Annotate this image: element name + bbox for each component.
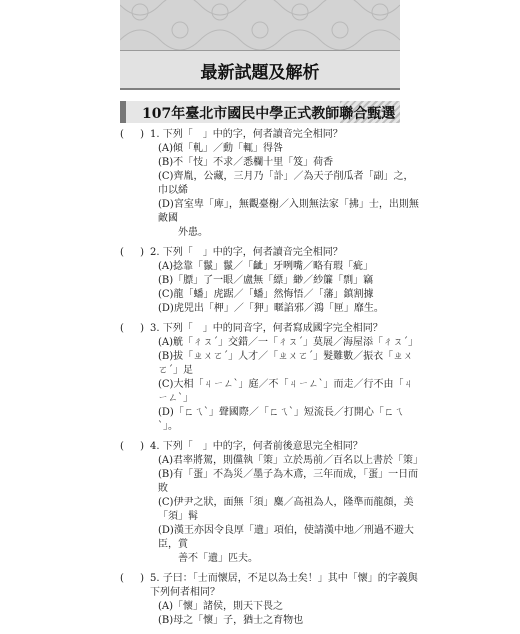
question-body (150, 440, 424, 566)
question-list (120, 128, 424, 634)
option-line: (A)「懷」諸侯，則天下畏之 (158, 601, 284, 612)
paren-close: ) (140, 247, 144, 258)
header-banner (120, 0, 400, 90)
option-line: (B)母之「懷」子，猶士之育物也 (158, 615, 304, 626)
option-line: (B)不「忮」不求／悉欄十里「笈」荷香 (158, 157, 334, 168)
option-line: 善不「遺」匹夫。 (158, 553, 258, 564)
paren-open: ( (120, 129, 124, 140)
option-line: (C)龍「蟠」虎踞／「蟠」然悔悟／「藩」鎮割據 (158, 289, 374, 300)
question-1 (120, 128, 420, 240)
option-line: (B)有「蛋」不為災／墨子為木鳶，三年而成，「蛋」一日而敗 (158, 469, 419, 494)
answer-paren[interactable] (120, 128, 144, 142)
option-line: (C)大相「ㄐㄧㄥˋ」庭／不「ㄐㄧㄥˋ」而走／行不由「ㄐㄧㄥˋ」 (158, 379, 414, 404)
option-line: (D)「ㄈㄟˋ」聲國際／「ㄈㄟˋ」短流長／打開心「ㄈㄟˋ」。 (158, 407, 404, 432)
question-text: 下列「 」中的字，何者讀音完全相同？ (162, 247, 343, 258)
question-number: 3. (150, 323, 160, 334)
paren-close: ) (140, 573, 144, 584)
question-body (150, 246, 420, 316)
decorative-pattern (120, 0, 400, 50)
option-line: (B)「膘」了一眼／盧無「縹」緲／紗簾「剽」竊 (158, 275, 374, 286)
page-title: 最新試題及解析 (200, 63, 320, 83)
question-text: 子曰：「士而懷居，不足以為士矣！」其中「懷」的字義與下列何者相同？ (150, 573, 418, 598)
question-stem (150, 246, 420, 260)
option-line: (D)虎兕出「柙」／「狎」暱諂邪／鴻「匣」靡生。 (158, 303, 384, 314)
option-line: (B)拔「ㄓㄨㄛˊ」人才／「ㄓㄨㄛˊ」髮難數／振衣「ㄓㄨㄛˊ」足 (158, 351, 414, 376)
paren-close: ) (140, 441, 144, 452)
paren-open: ( (120, 441, 124, 452)
question-stem (150, 440, 420, 454)
option-line: (A)傾「軋」／動「輒」得咎 (158, 143, 284, 154)
section-header (120, 101, 400, 123)
answer-paren[interactable] (120, 246, 144, 260)
question-stem (150, 322, 420, 336)
option-line: 外患。 (158, 227, 208, 238)
question-body (150, 572, 420, 628)
paren-close: ) (140, 129, 144, 140)
question-number: 5. (150, 573, 160, 584)
answer-paren[interactable] (120, 440, 144, 454)
question-stem (150, 572, 420, 600)
question-number: 4. (150, 441, 160, 452)
answer-paren[interactable] (120, 322, 144, 336)
question-stem (150, 128, 420, 142)
question-text: 下列「 」中的同音字，何者寫成國字完全相同？ (162, 323, 383, 334)
question-4 (120, 440, 424, 566)
option-line: (A)君率將駕，則儻執「策」立於馬前／百名以上書於「策」 (158, 455, 424, 466)
answer-paren[interactable] (120, 572, 144, 586)
paren-close: ) (140, 323, 144, 334)
question-3 (120, 322, 420, 434)
paren-open: ( (120, 573, 124, 584)
option-line: (D)宮室卑「庳」，無觀臺榭／入則無法家「拂」士，出則無敵國 (158, 199, 419, 224)
question-number: 1. (150, 129, 160, 140)
paren-open: ( (120, 323, 124, 334)
question-text: 下列「 」中的字，何者讀音完全相同？ (162, 129, 343, 140)
section-title: 107年臺北市國民中學正式教師聯合甄選 (142, 106, 396, 122)
question-number: 2. (150, 247, 160, 258)
option-line: (A)捻靠「鬣」鬣／「齜」牙咧嘴／略有瑕「疵」 (158, 261, 374, 272)
option-line: (C)齊胤，公藏，三月乃「訃」／為天子削瓜者「副」之，巾以絺 (158, 171, 414, 196)
question-text: 下列「 」中的字，何者前後意思完全相同？ (162, 441, 363, 452)
option-line: (A)觥「ㄔㄡˊ」交錯／一「ㄔㄡˊ」莫展／海屋添「ㄔㄡˊ」 (158, 337, 419, 348)
paren-open: ( (120, 247, 124, 258)
option-line: (C)伊尹之狀，面無「須」麋／高祖為人，隆準而龍顏，美「須」髯 (158, 497, 414, 522)
question-2 (120, 246, 420, 316)
option-line: (D)漢王亦因令良厚「遺」項伯，使請漢中地／刑過不避大臣，賞 (158, 525, 414, 550)
question-body (150, 322, 420, 434)
question-5 (120, 572, 420, 628)
question-body (150, 128, 420, 240)
